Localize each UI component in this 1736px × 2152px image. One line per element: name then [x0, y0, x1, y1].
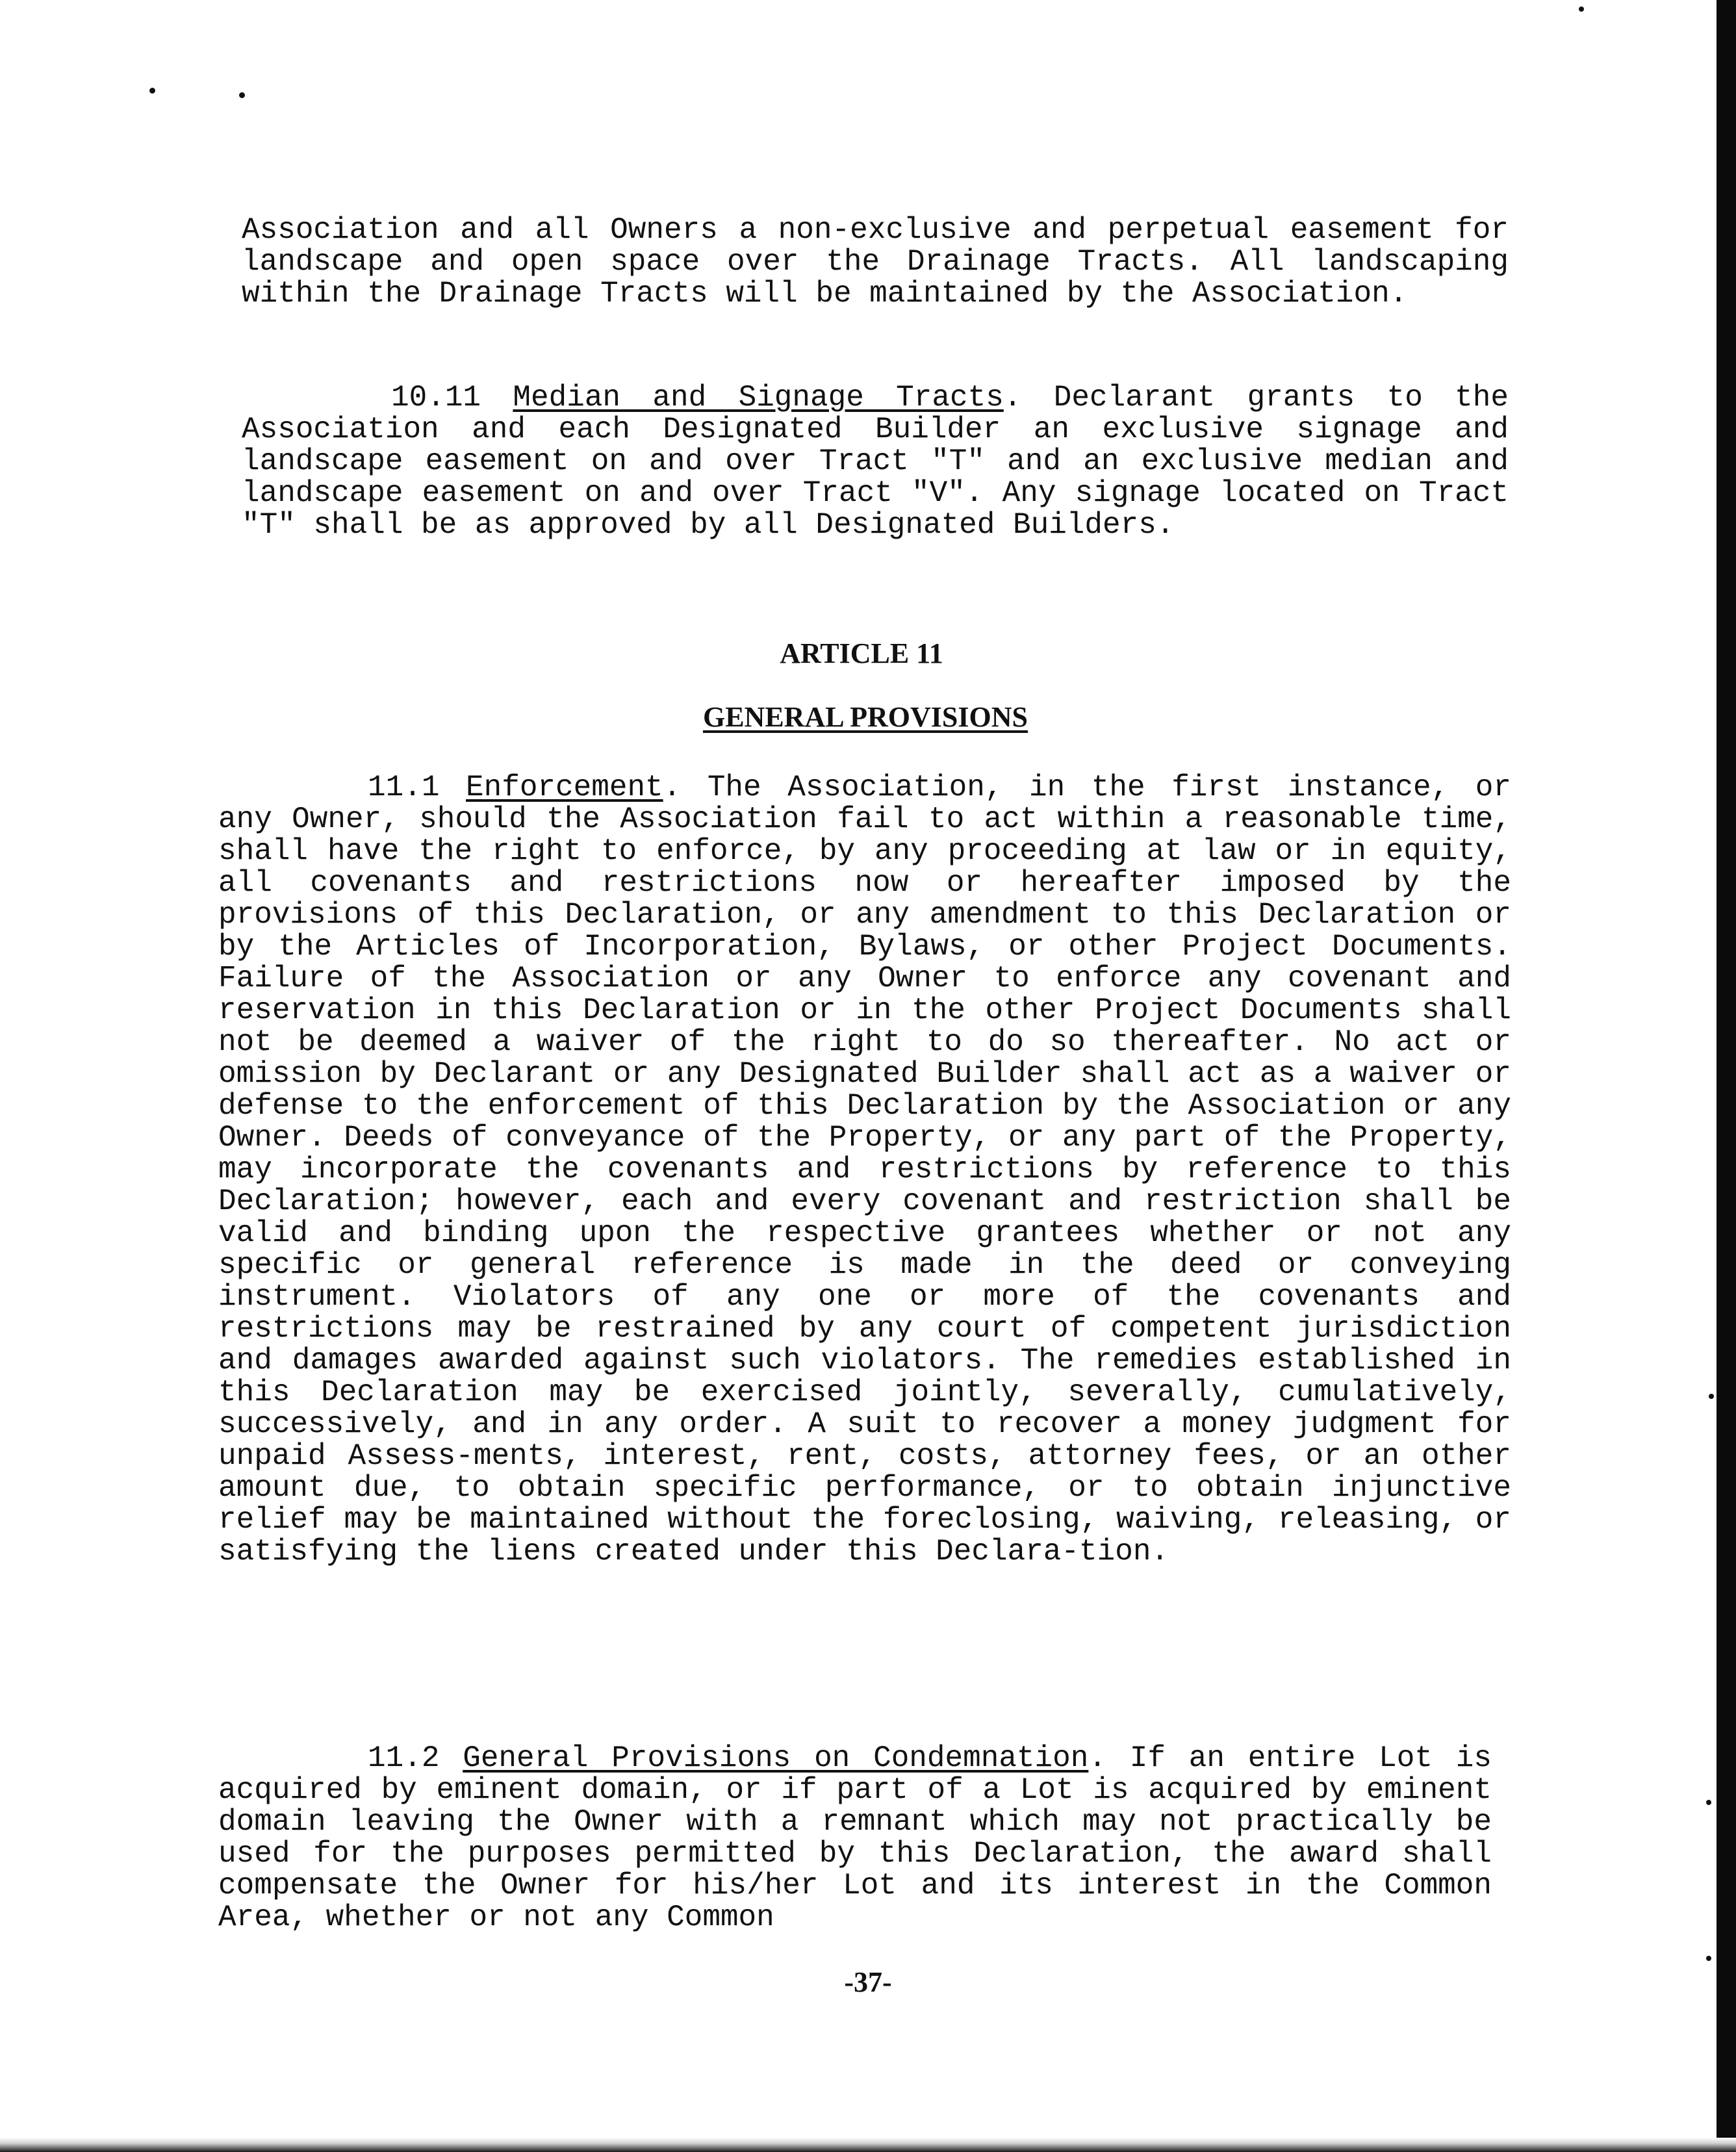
section-10-11 [242, 382, 1509, 541]
page-number: -37- [844, 1966, 892, 1998]
scan-speck [1709, 1394, 1714, 1399]
section-title: Enforcement [466, 771, 663, 804]
section-body: . If an entire Lot is acquired by eminent domain, or if part of a Lot is acquired by eminent domain leaving the Owner with a remnant which may not practically be used for the purposes permitted by this Declaration, the award shall compensate the Owner for his/her Lot and its interest in the Common Area, whether or not any Common [218, 1741, 1492, 1934]
section-number: 10.11 [391, 381, 481, 415]
section-body: . Declarant grants to the Association and each Designated Builder an exclusive signage and landscape easement on and over Tract "T" and an exclusive median and landscape easement on and over Tract "V". Any signage located on Tract "T" shall be as approved by all Designated Builders. [242, 381, 1509, 542]
scan-speck [1706, 1800, 1711, 1805]
section-number: 11.2 [368, 1741, 440, 1775]
intro-paragraph [242, 214, 1509, 310]
intro-paragraph-text: Association and all Owners a non-exclusive and perpetual easement for landscape and open space over the Drainage Tracts. All landscaping within the Drainage Tracts will be maintained by the Association. [242, 213, 1509, 311]
scan-speck [1579, 6, 1584, 12]
scan-speck [1706, 1956, 1711, 1961]
scan-speck [149, 88, 155, 94]
scan-edge-bottom [0, 2138, 1736, 2152]
section-11-1 [218, 772, 1511, 1568]
scan-edge-right [1717, 0, 1736, 2152]
section-title: General Provisions on Condemnation [463, 1741, 1089, 1775]
section-title: Median and Signage Tracts [513, 381, 1004, 415]
section-11-2 [218, 1743, 1492, 1934]
scan-speck [239, 92, 245, 98]
section-body: . The Association, in the first instance, or any Owner, should the Association fail to act within a reasonable time, shall have the right to enforce, by any proceeding at law or in equity, all covenants and restrictions now or hereafter imposed by the provisions of this Declaration, or any amendment to this Declaration or by the Articles of Incorporation, Bylaws, or other Project Documents. Failure of the Association or any Owner to enforce any covenant and reservation in this Declaration or in the other Project Documents shall not be deemed a waiver of the right to do so thereafter. No act or omission by Declarant or any Designated Builder shall act as a waiver or defense to the enforcement of this Declaration by the Association or any Owner. Deeds of conveyance of the Property, or any part of the Property, may incorporate the covenants and restrictions by reference to this Declaration; however, each and every covenant and restriction shall be valid and binding upon the respective grantees whether or not any specific or general reference is made in the deed or conveying instrument. Violators of any one or more of the covenants and restrictions may be restrained by any court of competent jurisdiction and damages awarded against such violators. The remedies established in this Declaration may be exercised jointly, severally, cumulatively, successively, and in any order. A suit to recover a money judgment for unpaid Assess-ments, interest, rent, costs, attorney fees, or an other amount due, to obtain specific performance, or to obtain injunctive relief may be maintained without the foreclosing, waiving, releasing, or satisfying the liens created under this Declara-tion. [218, 771, 1511, 1569]
article-title: GENERAL PROVISIONS [702, 701, 1028, 733]
section-number: 11.1 [368, 771, 440, 804]
article-number: ARTICLE 11 [780, 637, 943, 669]
